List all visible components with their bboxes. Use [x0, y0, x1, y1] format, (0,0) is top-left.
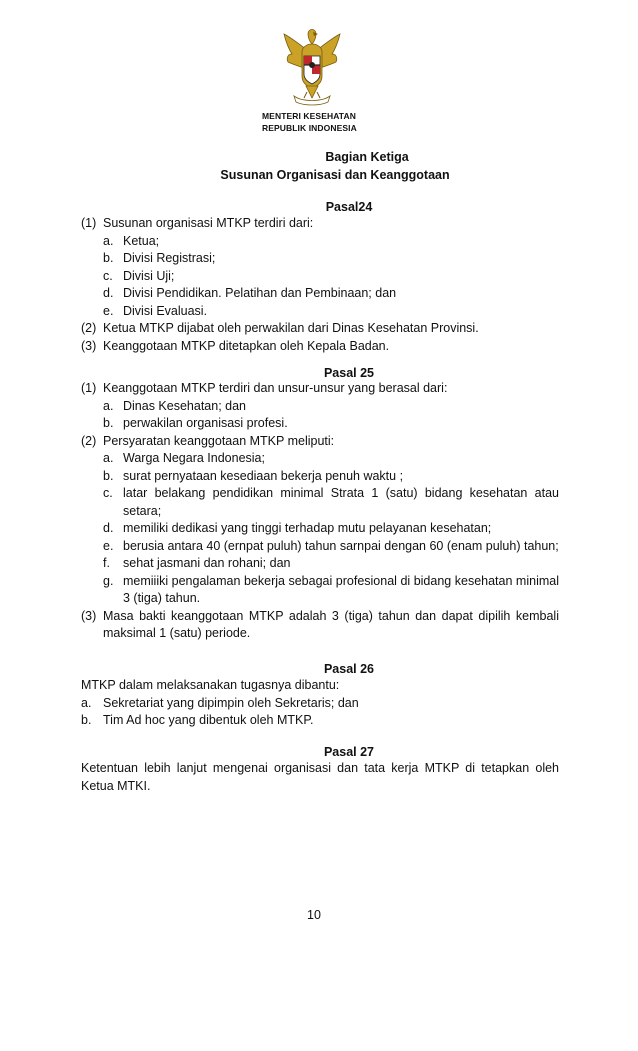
list-item: (3) Keanggotaan MTKP ditetapkan oleh Kepala Badan. — [81, 338, 390, 353]
list-item: f. sehat jasmani dan rohani; dan — [103, 556, 291, 570]
header-line-1: MENTERI KESEHATAN — [262, 111, 356, 121]
list-item: b. Divisi Registrasi; — [103, 251, 216, 265]
list-item: (1) Keanggotaan MTKP terdiri dan unsur-unsur yang berasal dari: — [81, 381, 448, 395]
pasal-27-text: Ketentuan lebih lanjut mengenai organisasi dan tata kerja MTKP di tetapkan oleh Ketua MTKI. — [81, 761, 559, 793]
ministry-header — [262, 110, 357, 134]
pasal-27-title: Pasal 27 — [323, 745, 375, 759]
list-item: e. Divisi Evaluasi. — [103, 303, 208, 318]
list-item: a. Dinas Kesehatan; dan — [103, 398, 247, 413]
pasal-24-body — [81, 215, 559, 355]
list-item: b. surat pernyataan kesediaan bekerja penuh waktu ; — [103, 468, 404, 483]
pasal-26-body — [81, 677, 559, 730]
list-item: a. Ketua; — [103, 233, 160, 248]
list-item: e. berusia antara 40 (ernpat puluh) tahun sarnpai dengan 60 (enam puluh) tahun; — [103, 538, 559, 553]
page-number: 10 — [307, 908, 321, 922]
list-item: d. Divisi Pendidikan. Pelatihan dan Pembinaan; dan — [103, 286, 397, 300]
list-item: g. memiiiki pengalaman bekerja sebagai profesional di bidang kesehatan minimal 3 (tiga) tahun. — [103, 573, 559, 605]
pasal-26-intro: MTKP dalam melaksanakan tugasnya dibantu: — [81, 678, 340, 692]
pasal-25-title: Pasal 25 — [323, 366, 375, 380]
list-item: (3) Masa bakti keanggotaan MTKP adalah 3 (tiga) tahun dan dapat dipilih kembali maksimal 1 (satu) periode. — [81, 608, 559, 640]
pasal-24-title: Pasal24 — [325, 200, 373, 214]
list-item: b. Tim Ad hoc yang dibentuk oleh MTKP. — [81, 713, 314, 727]
pasal-25-body — [81, 380, 559, 643]
header-line-2: REPUBLIK INDONESIA — [262, 123, 357, 133]
list-item: d. memiliki dedikasi yang tinggi terhadap mutu pelayanan kesehatan; — [103, 521, 492, 535]
list-item: a. Warga Negara Indonesia; — [103, 451, 265, 465]
garuda-emblem-icon — [280, 24, 344, 108]
section-subtitle: Susunan Organisasi dan Keanggotaan — [220, 168, 450, 182]
list-item: a. Sekretariat yang dipimpin oleh Sekretaris; dan — [81, 695, 359, 710]
list-item: (2) Persyaratan keanggotaan MTKP meliputi: — [81, 433, 335, 448]
list-item: (1) Susunan organisasi MTKP terdiri dari: — [81, 216, 314, 230]
list-item: c. latar belakang pendidikan minimal Strata 1 (satu) bidang kesehatan atau setara; — [103, 486, 559, 518]
list-item: c. Divisi Uji; — [103, 268, 175, 283]
pasal-26-title: Pasal 26 — [323, 662, 375, 676]
list-item: (2) Ketua MTKP dijabat oleh perwakilan dari Dinas Kesehatan Provinsi. — [81, 321, 479, 335]
list-item: b. perwakilan organisasi profesi. — [103, 416, 288, 430]
section-title: Bagian Ketiga — [325, 150, 409, 164]
